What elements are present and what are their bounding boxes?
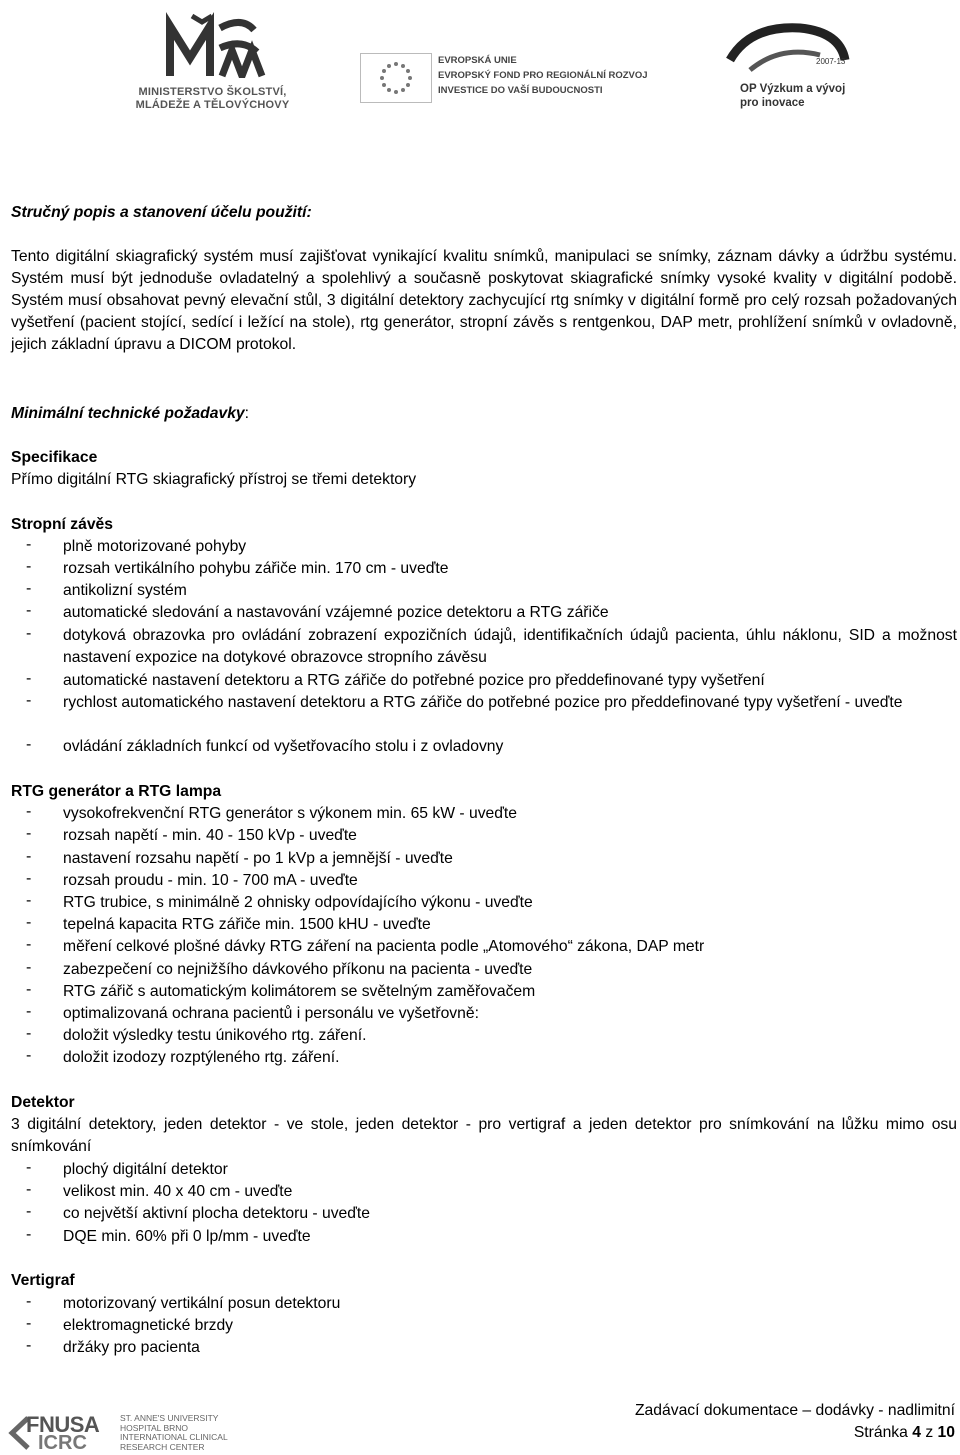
list-dash: - xyxy=(26,670,32,687)
op-swirl-icon xyxy=(720,20,860,82)
detektor-item: DQE min. 60% při 0 lp/mm - uveďte xyxy=(63,1228,311,1245)
list-dash: - xyxy=(26,803,32,820)
list-dash: - xyxy=(26,981,32,998)
generator-item: optimalizovaná ochrana pacientů i personálu ve vyšetřovně: xyxy=(63,1005,479,1022)
generator-item: doložit výsledky testu únikového rtg. záření. xyxy=(63,1027,367,1044)
purpose-paragraph: Tento digitální skiagrafický systém musí zajišťovat vynikající kvalitu snímků, manipulaci se snímky, záznam dávky a údržbu systému. Systém musí být jednoduše ovladatelný a spolehlivý a současně poskytovat skiagrafické snímky vysoké kvality v digitální podobě. Systém musí obsahovat pevný elevační stůl, 3 digitální detektory zachycující rtg snímky v digitální formě pro celý rozsah požadovaných vyšetření (pacient stojící, sedící i ležící na stole), rtg generátor, stropní závěs s rentgenkou, DAP metr, prohlížení snímků v ovladovně, jejich základní úpravu a DICOM protokol. xyxy=(11,248,957,353)
op-line-2: pro inovace xyxy=(740,97,805,109)
msmt-emblem-icon xyxy=(162,8,272,78)
list-dash: - xyxy=(26,536,32,553)
stropni-item: rozsah vertikálního pohybu zářiče min. 170 cm - uveďte xyxy=(63,560,449,577)
list-dash: - xyxy=(26,602,32,619)
detektor-heading: Detektor xyxy=(11,1094,75,1111)
list-dash: - xyxy=(26,692,32,709)
list-dash: - xyxy=(26,1226,32,1243)
generator-item: měření celkové plošné dávky RTG záření na pacienta podle „Atomového“ zákona, DAP metr xyxy=(63,938,705,955)
list-dash: - xyxy=(26,870,32,887)
generator-item: doložit izodozy rozptýleného rtg. záření. xyxy=(63,1049,340,1066)
list-dash: - xyxy=(26,848,32,865)
page-total: 10 xyxy=(937,1424,955,1441)
list-dash: - xyxy=(26,1159,32,1176)
op-line-1: OP Výzkum a vývoj xyxy=(740,83,846,95)
list-dash: - xyxy=(26,892,32,909)
stropni-item: dotyková obrazovka pro ovládání zobrazení expozičních údajů, identifikačních údajů pacienta, úhlu náklonu, SID a možnost nastavení expozice na dotykové obrazovce stropního závěsu xyxy=(63,627,957,666)
list-dash: - xyxy=(26,1003,32,1020)
op-years: 2007-13 xyxy=(816,57,846,66)
stropni-item: rychlost automatického nastavení detektoru a RTG zářiče do potřebné pozice pro předdefinované typy vyšetření - uveďte xyxy=(63,694,903,711)
eu-line-1: EVROPSKÁ UNIE xyxy=(438,55,517,66)
list-dash: - xyxy=(26,558,32,575)
eu-logo xyxy=(360,45,690,111)
detektor-item: velikost min. 40 x 40 cm - uveďte xyxy=(63,1183,293,1200)
stropni-item: ovládání základních funkcí od vyšetřovacího stolu i z ovladovny xyxy=(63,738,504,755)
page-prefix: Stránka xyxy=(853,1424,908,1441)
list-dash: - xyxy=(26,1293,32,1310)
icrc-text: ICRC xyxy=(38,1432,87,1454)
generator-item: nastavení rozsahu napětí - po 1 kVp a jemnější - uveďte xyxy=(63,850,453,867)
list-dash: - xyxy=(26,825,32,842)
list-dash: - xyxy=(26,736,32,753)
list-dash: - xyxy=(26,1047,32,1064)
list-dash: - xyxy=(26,1337,32,1354)
generator-item: RTG zářič s automatickým kolimátorem se světelným zaměřovačem xyxy=(63,983,536,1000)
stropni-item: plně motorizované pohyby xyxy=(63,538,247,555)
generator-heading: RTG generátor a RTG lampa xyxy=(11,783,222,800)
vertigraf-heading: Vertigraf xyxy=(11,1272,75,1289)
list-dash: - xyxy=(26,1203,32,1220)
stropni-item: automatické nastavení detektoru a RTG zářiče do potřebné pozice pro předdefinované typy vyšetření xyxy=(63,672,765,689)
detektor-item: plochý digitální detektor xyxy=(63,1161,228,1178)
requirements-colon: : xyxy=(244,405,250,422)
list-dash: - xyxy=(26,959,32,976)
page-current: 4 xyxy=(912,1424,921,1441)
requirements-title: Minimální technické požadavky xyxy=(11,405,245,422)
msmt-line-1: MINISTERSTVO ŠKOLSTVÍ, xyxy=(138,86,287,98)
logo-small-line: HOSPITAL BRNO xyxy=(120,1422,189,1433)
list-dash: - xyxy=(26,1025,32,1042)
fnusa-icrc-logo xyxy=(8,1410,228,1455)
page-sep: z xyxy=(925,1424,934,1441)
list-dash: - xyxy=(26,914,32,931)
footer-doc-title: Zadávací dokumentace – dodávky - nadlimitní xyxy=(634,1402,955,1419)
vertigraf-item: motorizovaný vertikální posun detektoru xyxy=(63,1295,341,1312)
eu-line-2: EVROPSKÝ FOND PRO REGIONÁLNÍ ROZVOJ xyxy=(438,70,648,81)
vertigraf-item: držáky pro pacienta xyxy=(63,1339,200,1356)
eu-line-3: INVESTICE DO VAŠÍ BUDOUCNOSTI xyxy=(438,85,603,96)
generator-item: tepelná kapacita RTG zářiče min. 1500 kHU - uveďte xyxy=(63,916,431,933)
generator-item: RTG trubice, s minimálně 2 ohnisky odpovídajícího výkonu - uveďte xyxy=(63,894,533,911)
fnusa-text: FNUSA xyxy=(26,1412,100,1437)
vertigraf-item: elektromagnetické brzdy xyxy=(63,1317,234,1334)
generator-item: rozsah napětí - min. 40 - 150 kVp - uveďte xyxy=(63,827,357,844)
section-title-purpose: Stručný popis a stanovení účelu použití: xyxy=(11,204,312,221)
list-dash: - xyxy=(26,625,32,642)
detektor-item: co největší aktivní plocha detektoru - uveďte xyxy=(63,1205,371,1222)
spec-text: Přímo digitální RTG skiagrafický přístroj se třemi detektory xyxy=(11,471,417,488)
detektor-intro: 3 digitální detektory, jeden detektor - ve stole, jeden detektor - pro vertigraf a jeden detektor pro snímkování na lůžku mimo osu snímkování xyxy=(11,1116,957,1155)
list-dash: - xyxy=(26,580,32,597)
logo-small-line: RESEARCH CENTER xyxy=(120,1441,205,1452)
footer-page-number xyxy=(854,1422,955,1444)
section-title-requirements xyxy=(11,403,249,425)
stropni-item: automatické sledování a nastavování vzájemné pozice detektoru a RTG zářiče xyxy=(63,604,609,621)
generator-item: zabezpečení co nejnižšího dávkového příkonu na pacienta - uveďte xyxy=(63,961,533,978)
msmt-line-2: MLÁDEŽE A TĚLOVÝCHOVY xyxy=(135,99,290,111)
generator-item: vysokofrekvenční RTG generátor s výkonem min. 65 kW - uveďte xyxy=(63,805,518,822)
msmt-logo xyxy=(120,8,305,111)
list-dash: - xyxy=(26,1315,32,1332)
stropni-item: antikolizní systém xyxy=(63,582,187,599)
spec-heading: Specifikace xyxy=(11,449,98,466)
generator-item: rozsah proudu - min. 10 - 700 mA - uveďte xyxy=(63,872,358,889)
logo-small-line: INTERNATIONAL CLINICAL xyxy=(120,1432,228,1442)
logo-small-line: ST. ANNE'S UNIVERSITY xyxy=(120,1413,219,1423)
op-vavpi-logo xyxy=(720,20,860,110)
eu-flag-icon xyxy=(360,53,432,103)
list-dash: - xyxy=(26,1181,32,1198)
stropni-heading: Stropní závěs xyxy=(11,516,113,533)
list-dash: - xyxy=(26,936,32,953)
